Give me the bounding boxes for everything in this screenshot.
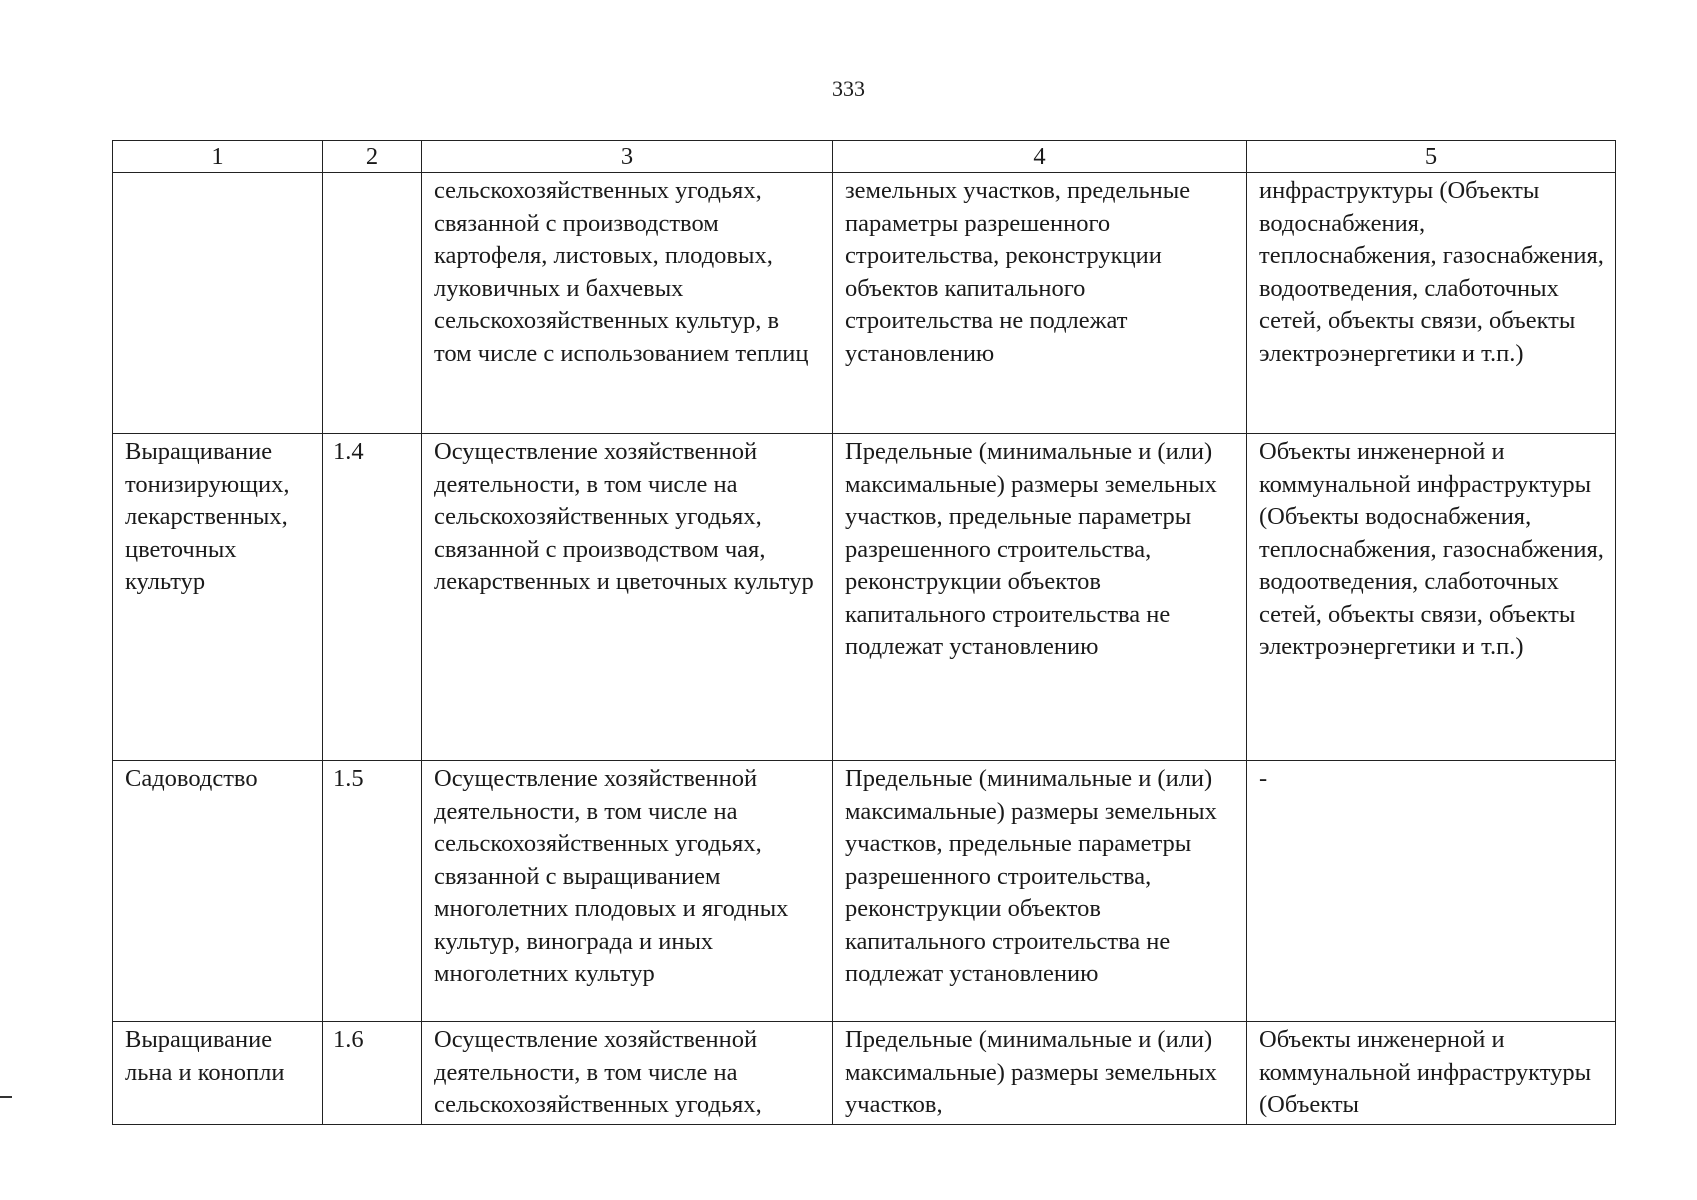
column-header-3: 3 [422,141,833,173]
objects-cell: - [1247,761,1616,1022]
use-description-cell: Осуществление хозяйственной деятельности, в том числе на сельскохозяйственных угодьях, связанной с выращиванием многолетних плодовых и ягодных культур, винограда и иных многолетних культур [422,761,833,1022]
use-code-cell [323,173,422,434]
column-header-1: 1 [113,141,323,173]
use-description-cell: Осуществление хозяйственной деятельности, в том числе на сельскохозяйственных угодьях, [422,1022,833,1125]
parameters-cell: земельных участков, предельные параметры разрешенного строительства, реконструкции объектов капитального строительства не подлежат установлению [833,173,1247,434]
table-row [113,173,1616,434]
objects-cell: инфраструктуры (Объекты водоснабжения, теплоснабжения, газоснабжения, водоотведения, слаботочных сетей, объекты связи, объекты электроэнергетики и т.п.) [1247,173,1616,434]
use-code-cell: 1.6 [323,1022,422,1125]
use-name-cell [113,173,323,434]
objects-cell: Объекты инженерной и коммунальной инфраструктуры (Объекты [1247,1022,1616,1125]
parameters-cell: Предельные (минимальные и (или) максимальные) размеры земельных участков, предельные параметры разрешенного строительства, реконструкции объектов капитального строительства не подлежат установлению [833,434,1247,761]
table-header-row [113,141,1616,173]
objects-cell: Объекты инженерной и коммунальной инфраструктуры (Объекты водоснабжения, теплоснабжения, газоснабжения, водоотведения, слаботочных сетей, объекты связи, объекты электроэнергетики и т.п.) [1247,434,1616,761]
use-name-cell: Выращивание тонизирующих, лекарственных, цветочных культур [113,434,323,761]
use-name-cell: Выращивание льна и конопли [113,1022,323,1125]
column-header-5: 5 [1247,141,1616,173]
table-row [113,434,1616,761]
margin-mark [0,1096,12,1098]
use-code-cell: 1.4 [323,434,422,761]
use-description-cell: Осуществление хозяйственной деятельности, в том числе на сельскохозяйственных угодьях, связанной с производством чая, лекарственных и цветочных культур [422,434,833,761]
use-description-cell: сельскохозяйственных угодьях, связанной с производством картофеля, листовых, плодовых, луковичных и бахчевых сельскохозяйственных культур, в том числе с использованием теплиц [422,173,833,434]
parameters-cell: Предельные (минимальные и (или) максимальные) размеры земельных участков, предельные параметры разрешенного строительства, реконструкции объектов капитального строительства не подлежат установлению [833,761,1247,1022]
column-header-4: 4 [833,141,1247,173]
parameters-cell: Предельные (минимальные и (или) максимальные) размеры земельных участков, [833,1022,1247,1125]
use-code-cell: 1.5 [323,761,422,1022]
table-row [113,761,1616,1022]
use-name-cell: Садоводство [113,761,323,1022]
table-row [113,1022,1616,1125]
page-number: 333 [832,76,865,101]
column-header-2: 2 [323,141,422,173]
land-use-table [112,140,1616,1125]
